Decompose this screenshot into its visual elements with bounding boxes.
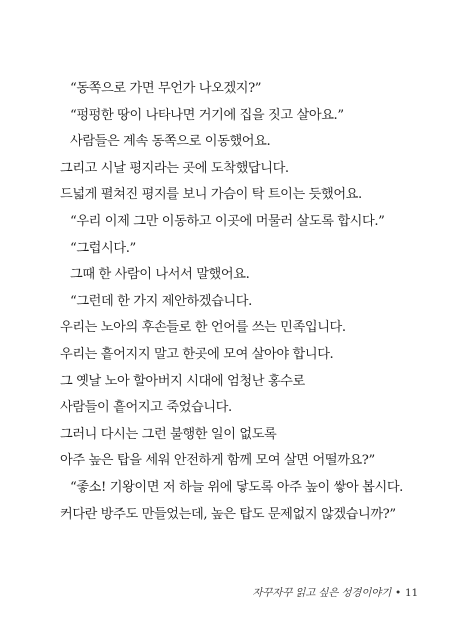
text-line-10: 우리는 노아의 후손들로 한 언어를 쓰는 민족입니다. bbox=[60, 320, 346, 336]
text-line-15: 아주 높은 탑을 세워 안전하게 함께 모여 살면 어떨까요?” bbox=[60, 453, 375, 469]
text-line-16: “좋소! 기왕이면 저 하늘 위에 닿도록 아주 높이 쌓아 봅시다. bbox=[70, 479, 403, 495]
page-footer bbox=[252, 585, 418, 600]
body-text bbox=[60, 76, 450, 528]
text-line-6: “우리 이제 그만 이동하고 이곳에 머물러 살도록 합시다.” bbox=[70, 213, 385, 229]
text-line-3: 사람들은 계속 동쪽으로 이동했어요. bbox=[70, 134, 271, 150]
text-line-4: 그리고 시날 평지라는 곳에 도착했답니다. bbox=[60, 160, 289, 176]
text-line-14: 그러니 다시는 그런 불행한 일이 없도록 bbox=[60, 426, 277, 442]
text-line-1: “동쪽으로 가면 무언가 나오겠지?” bbox=[70, 81, 262, 96]
text-line-11: 우리는 흩어지지 말고 한곳에 모여 살아야 합니다. bbox=[60, 346, 334, 362]
bullet-icon: • bbox=[395, 587, 402, 599]
text-line-8: 그때 한 사람이 나서서 말했어요. bbox=[70, 267, 250, 283]
text-line-12: 그 옛날 노아 할아버지 시대에 엄청난 홍수로 bbox=[60, 373, 305, 389]
text-line-17: 커다란 방주도 만들었는데, 높은 탑도 문제없지 않겠습니까?” bbox=[60, 506, 396, 522]
text-line-9: “그런데 한 가지 제안하겠습니다. bbox=[70, 293, 252, 309]
text-line-13: 사람들이 흩어지고 죽었습니다. bbox=[60, 400, 232, 416]
text-line-7: “그럽시다.” bbox=[70, 240, 136, 256]
text-line-5: 드넓게 펼쳐진 평지를 보니 가슴이 탁 트이는 듯했어요. bbox=[60, 187, 362, 203]
text-line-2: “펑펑한 땅이 나타나면 거기에 집을 짓고 살아요.” bbox=[70, 107, 344, 123]
page-number: 11 bbox=[405, 587, 418, 599]
book-title: 자꾸자꾸 읽고 싶은 성경이야기 bbox=[252, 587, 392, 599]
